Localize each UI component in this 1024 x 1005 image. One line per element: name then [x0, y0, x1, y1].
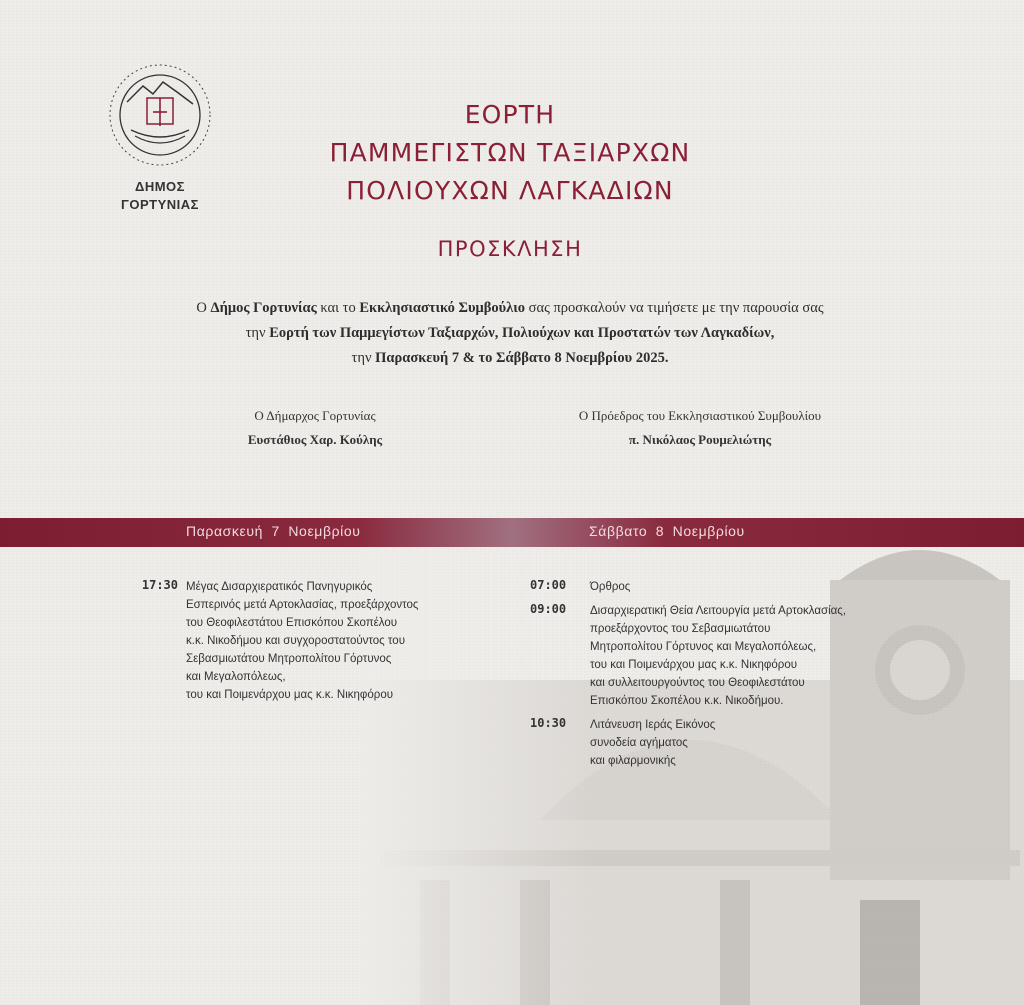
intro-text: την — [351, 350, 376, 366]
event-time: 09:00 — [530, 602, 567, 616]
intro-line3 — [80, 346, 940, 371]
feast-title — [200, 96, 820, 210]
schedule-event — [520, 578, 960, 596]
saturday-schedule — [520, 578, 960, 776]
intro-text: και το — [316, 300, 360, 316]
schedule-event — [520, 716, 960, 770]
friday-heading: Παρασκευή 7 Νοεμβρίου — [186, 523, 361, 539]
intro-text: την — [245, 325, 270, 341]
schedule-event — [520, 602, 960, 710]
intro-bold: Δήμος Γορτυνίας — [210, 300, 317, 316]
mayor-role: Ο Δήμαρχος Γορτυνίας — [254, 408, 376, 423]
schedule-event — [120, 578, 480, 704]
council-president-signature — [530, 404, 870, 452]
event-text: Όρθρος — [590, 581, 631, 593]
mayor-name: Ευστάθιος Χαρ. Κούλης — [247, 432, 383, 447]
event-time: 17:30 — [141, 578, 178, 592]
invitation-text — [80, 296, 940, 371]
schedule-band — [0, 518, 1024, 547]
event-time: 07:00 — [530, 578, 567, 592]
event-text: Μέγας Δισαρχιερατικός Πανηγυρικός Εσπερινός μετά Αρτοκλασίας, προεξάρχοντος του Θεοφιλεστάτου Επισκόπου Σκοπέλου κ.κ. Νικοδήμου και συγχοροστατούντος του Σεβασμιωτάτου Μητροπολίτου Γόρτυνος και Μεγαλοπόλεως, του και Ποιμενάρχου μας κ.κ. Νικηφόρου — [186, 581, 419, 701]
municipality-logo-icon — [105, 60, 215, 170]
intro-line1 — [80, 296, 940, 321]
title-line3: ΠΟΛΙΟΥΧΩΝ ΛΑΓΚΑΔΙΩΝ — [346, 176, 674, 205]
intro-bold: Εκκλησιαστικό Συμβούλιο — [359, 300, 526, 316]
intro-text: Ο — [196, 300, 211, 316]
municipality-name-line1: ΔΗΜΟΣ — [135, 179, 185, 194]
intro-line2 — [80, 321, 940, 346]
intro-bold: Παρασκευή 7 & το Σάββατο 8 Νοεμβρίου 2025. — [375, 350, 669, 366]
event-time: 10:30 — [530, 716, 567, 730]
event-text: Δισαρχιερατική Θεία Λειτουργία μετά Αρτοκλασίας, προεξάρχοντος του Σεβασμιωτάτου Μητροπολίτου Γόρτυνος και Μεγαλοπόλεως, του και Ποιμενάρχου μας κ.κ. Νικηφόρου και συλλειτουργούντος του Θεοφιλεστάτου Επισκόπου Σκοπέλου κ.κ. Νικοδήμου. — [590, 605, 847, 707]
mayor-signature — [190, 404, 440, 452]
title-line2: ΠΑΜΜΕΓΙΣΤΩΝ ΤΑΞΙΑΡΧΩΝ — [329, 138, 691, 167]
intro-text: σας προσκαλούν να τιμήσετε με την παρουσία σας — [525, 300, 824, 316]
intro-bold: Εορτή των Παμμεγίστων Ταξιαρχών, Πολιούχων και Προστατών των Λαγκαδίων, — [269, 325, 775, 341]
event-text: Λιτάνευση Ιεράς Εικόνος συνοδεία αγήματος και φιλαρμονικής — [590, 719, 716, 767]
municipality-name-line2: ΓΟΡΤΥΝΙΑΣ — [121, 197, 199, 212]
title-line1: ΕΟΡΤΗ — [464, 100, 556, 129]
council-president-name: π. Νικόλαος Ρουμελιώτης — [628, 432, 772, 447]
saturday-heading: Σάββατο 8 Νοεμβρίου — [589, 523, 745, 539]
council-president-role: Ο Πρόεδρος του Εκκλησιαστικού Συμβουλίου — [578, 408, 822, 423]
friday-schedule — [120, 578, 480, 710]
invitation-heading: ΠΡΟΣΚΛΗΣΗ — [437, 237, 583, 261]
